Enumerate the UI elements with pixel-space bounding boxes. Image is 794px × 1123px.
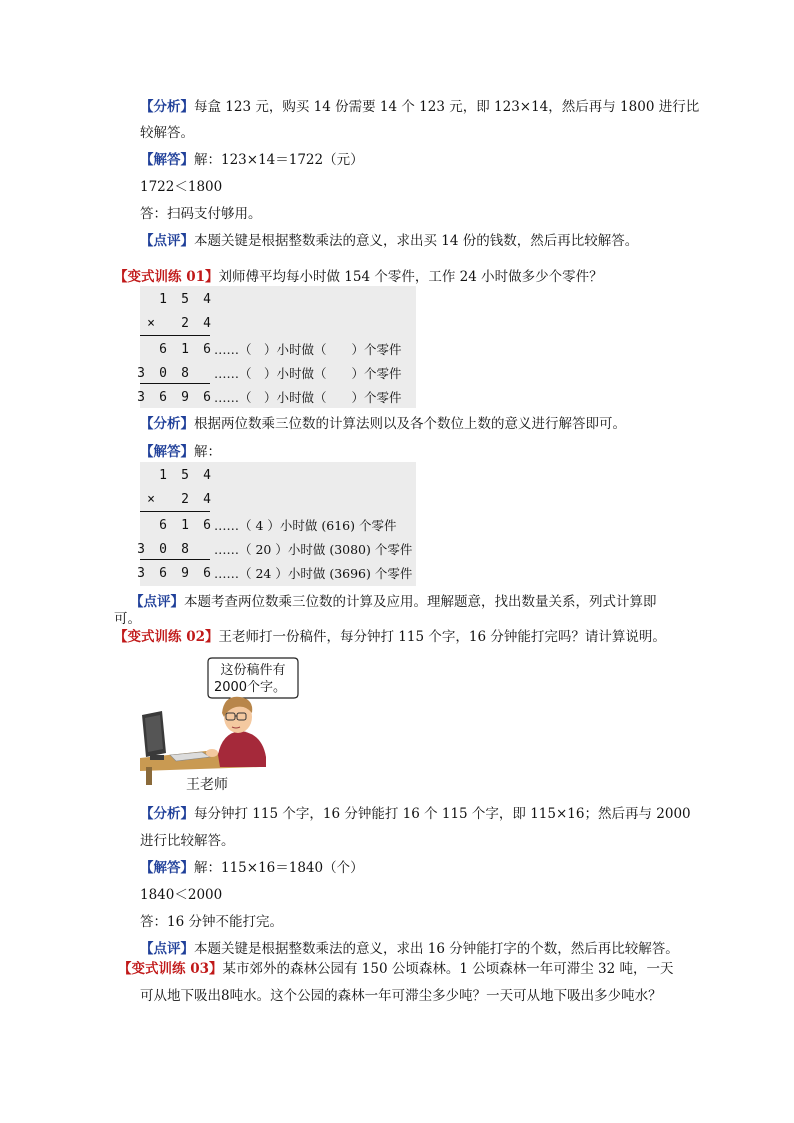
multiply-sign: ×: [147, 316, 155, 331]
bubble-text: 2000个字。: [213, 680, 287, 695]
partial-product-note: ……（ ）小时做（ ）个零件: [214, 342, 402, 357]
answer-line: [140, 443, 221, 461]
partial-product-note: ……（ 4 ）小时做 (616) 个零件: [214, 518, 397, 533]
exercise-03-question-cont: 可从地下吸出8吨水。这个公园的森林一年可滞尘多少吨？一天可从地下吸出多少吨水？: [140, 988, 662, 1004]
comment-label: 【点评】: [130, 594, 184, 610]
digit: 6: [159, 390, 167, 405]
answer-text: 解：: [194, 444, 221, 460]
digit: 1: [181, 342, 189, 357]
comment-line: [130, 593, 657, 611]
comment-text: 本题关键是根据整数乘法的意义，求出买 14 份的钱数，然后再比较解答。: [194, 233, 639, 249]
rule-line: [140, 335, 210, 336]
vertical-multiplication-filled: [137, 462, 416, 586]
analysis-line: [140, 98, 699, 116]
rule-line: [140, 559, 210, 560]
answer-line: [140, 859, 364, 877]
comment-text: 本题关键是根据整数乘法的意义，求出 16 分钟能打字的个数，然后再比较解答。: [194, 941, 679, 957]
comment-text: 本题考查两位数乘三位数的计算及应用。理解题意，找出数量关系，列式计算即: [184, 594, 657, 610]
digit: 2: [181, 492, 189, 507]
illustration-caption: 王老师: [186, 777, 228, 793]
multiply-sign: ×: [147, 492, 155, 507]
digit: 9: [181, 566, 189, 581]
partial-product-note: ……（ ）小时做（ ）个零件: [214, 366, 402, 381]
comment-label: 【点评】: [140, 233, 194, 249]
exercise-03-question: 某市郊外的森林公园有 150 公顷森林。1 公顷森林一年可滞尘 32 吨，一天: [222, 961, 674, 977]
digit: 6: [159, 518, 167, 533]
vertical-multiplication-total-blank: [137, 386, 416, 408]
digit: 1: [159, 468, 167, 483]
digit: 1: [181, 518, 189, 533]
digit: 5: [181, 468, 189, 483]
digit: 4: [203, 468, 211, 483]
partial-product-note: ……（ 20 ）小时做 (3080) 个零件: [214, 542, 413, 557]
reply-text: 答：16 分钟不能打完。: [140, 914, 283, 930]
answer-label: 【解答】: [140, 860, 194, 876]
analysis-label: 【分析】: [140, 416, 194, 432]
analysis-label: 【分析】: [140, 99, 194, 115]
exercise-02-label: 【变式训练 02】: [114, 629, 219, 645]
exercise-01-question: 刘师傅平均每小时做 154 个零件，工作 24 小时做多少个零件？: [218, 269, 603, 285]
digit: 4: [203, 492, 211, 507]
analysis-text-cont: 进行比较解答。: [140, 833, 235, 849]
analysis-line: [140, 415, 626, 433]
partial-product-note: ……（ 24 ）小时做 (3696) 个零件: [214, 566, 413, 581]
answer-line: [140, 151, 364, 169]
analysis-text: 根据两位数乘三位数的计算法则以及各个数位上数的意义进行解答即可。: [194, 416, 626, 432]
analysis-line: [140, 805, 691, 823]
digit: 4: [203, 316, 211, 331]
answer-text: 解：123×14＝1722（元）: [194, 152, 364, 168]
comment-text-cont: 可。: [114, 611, 141, 627]
rule-line: [140, 511, 210, 512]
exercise-02-question: 王老师打一份稿件，每分钟打 115 个字，16 分钟能打完吗？请计算说明。: [218, 629, 666, 645]
comparison-text: 1722＜1800: [140, 179, 223, 195]
exercise-02-line: [114, 628, 666, 646]
teacher-illustration: [140, 655, 308, 792]
analysis-text-cont: 较解答。: [140, 125, 194, 141]
rule-line: [140, 383, 210, 384]
vertical-multiplication-blank: [137, 286, 416, 390]
digit: 6: [203, 518, 211, 533]
digit: 9: [181, 390, 189, 405]
digit: 5: [181, 292, 189, 307]
exercise-03-label: 【变式训练 03】: [118, 961, 223, 977]
digit: 1: [159, 292, 167, 307]
digit: 0: [159, 542, 167, 557]
digit: 6: [203, 390, 211, 405]
computer-monitor-icon: [142, 711, 166, 760]
comment-label: 【点评】: [140, 941, 194, 957]
reply-text: 答：扫码支付够用。: [140, 206, 262, 222]
bubble-text: 这份稿件有: [220, 663, 286, 678]
digit: 6: [203, 566, 211, 581]
exercise-01-line: [114, 268, 603, 286]
digit: 4: [203, 292, 211, 307]
analysis-text: 每盒 123 元，购买 14 份需要 14 个 123 元，即 123×14，然后再与 1800 进行比: [194, 99, 700, 115]
partial-product-note: ……（ ）小时做（ ）个零件: [214, 390, 402, 405]
answer-label: 【解答】: [140, 444, 194, 460]
digit: 6: [203, 342, 211, 357]
digit: 6: [159, 342, 167, 357]
comment-line: [140, 940, 679, 958]
answer-label: 【解答】: [140, 152, 194, 168]
digit: 8: [181, 542, 189, 557]
analysis-text: 每分钟打 115 个字，16 分钟能打 16 个 115 个字，即 115×16；然后再与 2000: [194, 806, 691, 822]
digit: 3: [137, 390, 145, 405]
analysis-label: 【分析】: [140, 806, 194, 822]
digit: 3: [137, 566, 145, 581]
answer-text: 解：115×16＝1840（个）: [194, 860, 364, 876]
digit: 3: [137, 366, 145, 381]
digit: 6: [159, 566, 167, 581]
exercise-01-label: 【变式训练 01】: [114, 269, 219, 285]
comment-line: [140, 232, 638, 250]
digit: 8: [181, 366, 189, 381]
digit: 3: [137, 542, 145, 557]
digit: 2: [181, 316, 189, 331]
exercise-03-line: [118, 960, 674, 978]
comparison-text: 1840＜2000: [140, 887, 223, 903]
digit: 0: [159, 366, 167, 381]
